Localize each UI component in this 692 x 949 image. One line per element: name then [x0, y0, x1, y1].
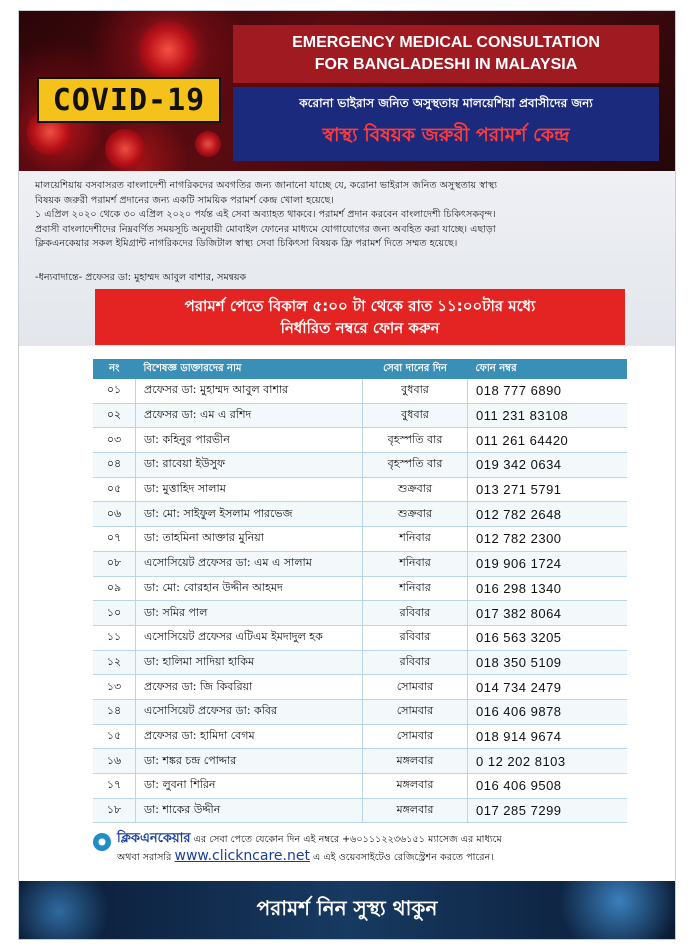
- doctor-name: ডা: মুত্তাহিদ সালাম: [136, 477, 363, 502]
- table-row: [93, 379, 627, 403]
- intro-line: ১ এপ্রিল ২০২০ থেকে ৩০ এপ্রিল ২০২০ পর্যন্ত এই সেবা অব্যাহত থাকবে। পরামর্শ প্রদান করবেন বাংলাদেশী চিকিৎসকবৃন্দ।: [35, 209, 496, 220]
- intro-line: প্রবাসী বাংলাদেশীদের নিম্নবর্ণিত সময়সূচি অনুযায়ী মোবাইল ফোনের মাধ্যমে যোগাযোগের জন্য অবহিত করা যাচ্ছে। এছাড়া: [35, 223, 496, 235]
- poster: [18, 10, 676, 940]
- doctor-name: ডা: সমির পাল: [136, 601, 363, 626]
- english-title-line2: FOR BANGLADESHI IN MALAYSIA: [314, 56, 578, 73]
- english-title: [233, 25, 659, 83]
- service-day: বৃহস্পতি বার: [363, 453, 468, 478]
- header-phone: ফোন নম্বর: [468, 359, 628, 379]
- row-number: ১৫: [93, 724, 136, 749]
- service-day: বুধবার: [363, 403, 468, 428]
- english-title-line1: EMERGENCY MEDICAL CONSULTATION: [292, 34, 600, 51]
- table-header-row: [93, 359, 627, 379]
- phone-number[interactable]: 016 406 9508: [468, 774, 628, 799]
- service-day: সোমবার: [363, 699, 468, 724]
- call-time-line1: পরামর্শ পেতে বিকাল ৫:০০ টা থেকে রাত ১১:০০টার মধ্যে: [184, 297, 536, 315]
- footer-slogan-banner: [19, 881, 675, 939]
- row-number: ১১: [93, 625, 136, 650]
- row-number: ০১: [93, 379, 136, 403]
- doctor-name: প্রফেসর ডা: জি কিবরিয়া: [136, 675, 363, 700]
- doctor-name: এসোসিয়েট প্রফেসর ডা: কবির: [136, 699, 363, 724]
- footer-text1: এর সেবা পেতে যেকোন দিন এই নম্বরে +৬০১১১২২৩৬১৫১ ম্যাসেজ এর মাধ্যমে: [193, 834, 502, 845]
- intro-line: মালয়েশিয়ায় বসবাসরত বাংলাদেশী নাগরিকদের অবগতির জন্য জানানো যাচ্ছে যে, করোনা ভাইরাস জনিত অসুস্থতায় স্বাস্থ্য: [35, 180, 498, 191]
- doctor-name: প্রফেসর ডা: এম এ রশিদ: [136, 403, 363, 428]
- header-day: সেবা দানের দিন: [363, 359, 468, 379]
- intro-line: বিষয়ক জরুরী পরামর্শ প্রদানের জন্য একটি সাময়িক পরামর্শ কেন্দ্র খোলা হয়েছে।: [35, 194, 334, 206]
- service-day: মঙ্গলবার: [363, 749, 468, 774]
- row-number: ০৭: [93, 527, 136, 552]
- header-banner: [19, 11, 675, 171]
- table-row: [93, 453, 627, 478]
- service-day: বুধবার: [363, 379, 468, 403]
- service-day: শুক্রবার: [363, 477, 468, 502]
- phone-number[interactable]: 017 285 7299: [468, 798, 628, 823]
- table-row: [93, 527, 627, 552]
- service-day: সোমবার: [363, 675, 468, 700]
- phone-number[interactable]: 011 261 64420: [468, 428, 628, 453]
- row-number: ০৫: [93, 477, 136, 502]
- phone-number[interactable]: 016 406 9878: [468, 699, 628, 724]
- service-day: মঙ্গলবার: [363, 774, 468, 799]
- phone-number[interactable]: 019 342 0634: [468, 453, 628, 478]
- service-day: বৃহস্পতি বার: [363, 428, 468, 453]
- table-row: [93, 428, 627, 453]
- call-time-banner: [95, 289, 625, 345]
- row-number: ১৬: [93, 749, 136, 774]
- slogan: পরামর্শ নিন সুস্থ্য থাকুন: [256, 895, 438, 920]
- doctor-name: ডা: শাকের উদ্দীন: [136, 798, 363, 823]
- doctor-name: ডা: শঙ্কর চন্দ্র পোদ্দার: [136, 749, 363, 774]
- row-number: ১৮: [93, 798, 136, 823]
- virus-image: [139, 21, 197, 79]
- brand-name: ক্লিকএনকেয়ার: [117, 831, 191, 846]
- bangla-title: [233, 87, 659, 161]
- table-row: [93, 699, 627, 724]
- phone-number[interactable]: 017 382 8064: [468, 601, 628, 626]
- phone-number[interactable]: 011 231 83108: [468, 403, 628, 428]
- bangla-subtitle: করোনা ভাইরাস জনিত অসুস্থতায় মালয়েশিয়া প্রবাসীদের জন্য: [299, 96, 593, 110]
- footer-text3: এ এই ওয়েবসাইটেও রেজিস্ট্রেশন করতে পারেন।: [313, 852, 494, 863]
- service-day: সোমবার: [363, 724, 468, 749]
- phone-number[interactable]: 014 734 2479: [468, 675, 628, 700]
- table-row: [93, 675, 627, 700]
- table-row: [93, 477, 627, 502]
- doctor-name: ডা: কহিনুর পারভীন: [136, 428, 363, 453]
- footer-line1: [95, 831, 655, 848]
- doctor-name: ডা: হালিমা সাদিয়া হাকিম: [136, 650, 363, 675]
- row-number: ১৭: [93, 774, 136, 799]
- table-row: [93, 403, 627, 428]
- table-row: [93, 576, 627, 601]
- table-row: [93, 798, 627, 823]
- doctor-name: এসোসিয়েট প্রফেসর ডা: এম এ সালাম: [136, 551, 363, 576]
- covid-badge: COVID-19: [37, 77, 221, 123]
- call-time-line2: নির্ধারিত নম্বরে ফোন করুন: [280, 319, 440, 337]
- doctor-name: ডা: মো: বোরহান উদ্দীন আহমদ: [136, 576, 363, 601]
- row-number: ১৪: [93, 699, 136, 724]
- row-number: ১০: [93, 601, 136, 626]
- service-day: রবিবার: [363, 601, 468, 626]
- table-row: [93, 650, 627, 675]
- phone-number[interactable]: 013 271 5791: [468, 477, 628, 502]
- doctor-name: প্রফেসর ডা: হামিদা বেগম: [136, 724, 363, 749]
- phone-number[interactable]: 016 298 1340: [468, 576, 628, 601]
- footer-line2: [95, 848, 655, 866]
- phone-number[interactable]: 019 906 1724: [468, 551, 628, 576]
- doctor-name: ডা: রাবেয়া ইউসুফ: [136, 453, 363, 478]
- service-day: মঙ্গলবার: [363, 798, 468, 823]
- header-no: নং: [93, 359, 136, 379]
- row-number: ০৮: [93, 551, 136, 576]
- table-row: [93, 502, 627, 527]
- service-day: শনিবার: [363, 527, 468, 552]
- intro-paragraph: [35, 179, 635, 252]
- footer-text2: অথবা সরাসরি: [117, 852, 172, 863]
- virus-image: [105, 129, 145, 169]
- table-row: [93, 724, 627, 749]
- doctor-name: প্রফেসর ডা: মুহাম্মদ আবুল বাশার: [136, 379, 363, 403]
- phone-number[interactable]: 016 563 3205: [468, 625, 628, 650]
- table-row: [93, 749, 627, 774]
- intro-line: ক্লিকএনকেয়ার সকল ইমিগ্রান্ট নাগরিকদের ডিজিটাল স্বাস্থ্য সেবা চিকিৎসা বিষয়ক ফ্রি পরামর্শ দিতে সম্মত হয়েছে।: [35, 238, 458, 249]
- table-row: [93, 551, 627, 576]
- table-row: [93, 601, 627, 626]
- table-row: [93, 774, 627, 799]
- row-number: ০৪: [93, 453, 136, 478]
- virus-image: [195, 131, 221, 157]
- row-number: ১২: [93, 650, 136, 675]
- doctor-table: [93, 359, 627, 823]
- doctor-name: ডা: তাহমিনা আক্তার মুনিয়া: [136, 527, 363, 552]
- bangla-heading: স্বাস্থ্য বিষয়ক জরুরী পরামর্শ কেন্দ্র: [322, 124, 570, 146]
- doctor-name: ডা: লুবনা শিরিন: [136, 774, 363, 799]
- doctor-table-body: [93, 379, 627, 823]
- service-day: শনিবার: [363, 551, 468, 576]
- row-number: ১৩: [93, 675, 136, 700]
- signature: -ধন্যবাদান্তে- প্রফেসর ডা: মুহাম্মদ আবুল বাশার, সমন্বয়ক: [35, 272, 247, 283]
- table-row: [93, 625, 627, 650]
- row-number: ০২: [93, 403, 136, 428]
- phone-number[interactable]: 012 782 2300: [468, 527, 628, 552]
- row-number: ০৩: [93, 428, 136, 453]
- footer-info: [95, 831, 655, 866]
- row-number: ০৬: [93, 502, 136, 527]
- doctor-name: এসোসিয়েট প্রফেসর এটিএম ইমদাদুল হক: [136, 625, 363, 650]
- phone-number[interactable]: 018 777 6890: [468, 379, 628, 403]
- phone-number[interactable]: 018 350 5109: [468, 650, 628, 675]
- row-number: ০৯: [93, 576, 136, 601]
- website-link[interactable]: www.clickncare.net: [174, 848, 310, 864]
- service-day: শনিবার: [363, 576, 468, 601]
- phone-number[interactable]: 012 782 2648: [468, 502, 628, 527]
- service-day: রবিবার: [363, 625, 468, 650]
- phone-number[interactable]: 018 914 9674: [468, 724, 628, 749]
- doctor-table-wrap: [93, 359, 627, 823]
- doctor-name: ডা: মো: সাইফুল ইসলাম পারভেজ: [136, 502, 363, 527]
- header-name: বিশেষজ্ঞ ডাক্তারদের নাম: [136, 359, 363, 379]
- phone-number[interactable]: 0 12 202 8103: [468, 749, 628, 774]
- service-day: শুক্রবার: [363, 502, 468, 527]
- service-day: রবিবার: [363, 650, 468, 675]
